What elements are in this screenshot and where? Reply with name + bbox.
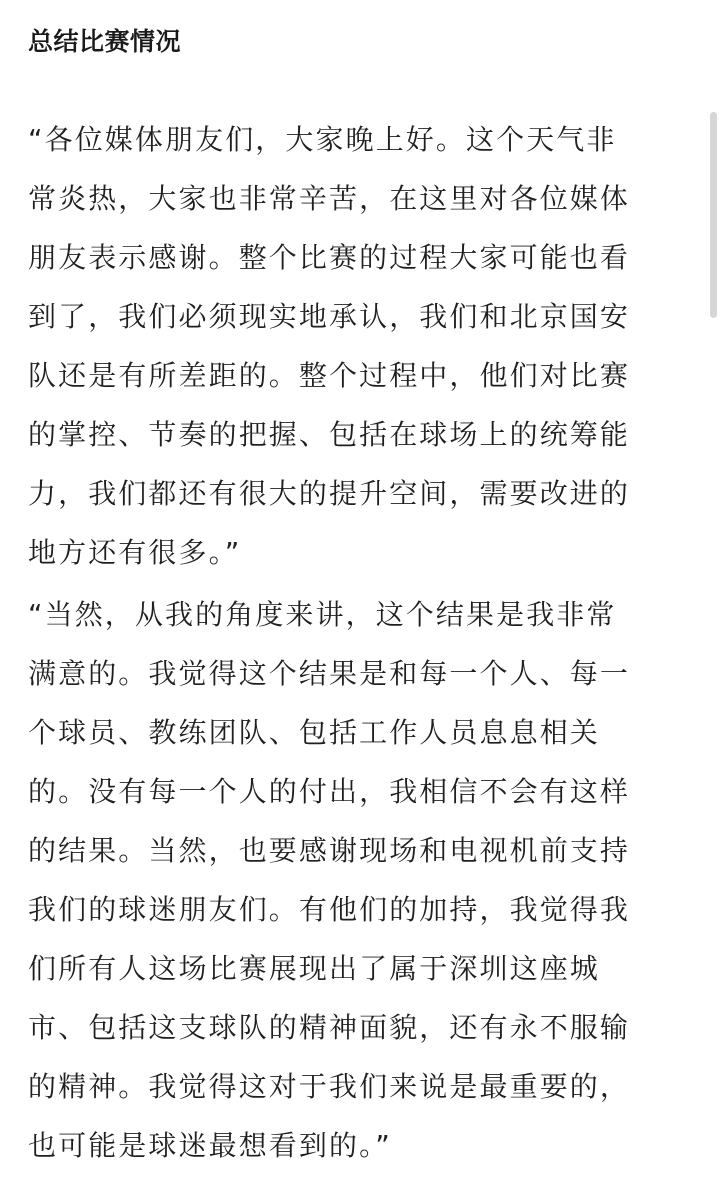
paragraph-line: 满意的。我觉得这个结果是和每一个人、每一: [28, 657, 631, 690]
section-heading: 总结比赛情况: [28, 27, 182, 56]
paragraph-line: “各位媒体朋友们，大家晚上好。这个天气非: [28, 123, 617, 156]
paragraph-line: 常炎热，大家也非常辛苦，在这里对各位媒体: [28, 182, 631, 215]
paragraph-line: 的结果。当然，也要感谢现场和电视机前支持: [28, 834, 631, 867]
paragraph-line: 到了，我们必须现实地承认，我们和北京国安: [28, 300, 631, 333]
paragraph-line: 的精神。我觉得这对于我们来说是最重要的，: [28, 1070, 631, 1103]
paragraph-line: 市、包括这支球队的精神面貌，还有永不服输: [28, 1011, 631, 1044]
paragraph-line: 我们的球迷朋友们。有他们的加持，我觉得我: [28, 893, 631, 926]
paragraph-line: “当然，从我的角度来讲，这个结果是我非常: [28, 598, 617, 631]
paragraph-line: 也可能是球迷最想看到的。”: [28, 1129, 392, 1162]
quote-paragraph-2: [28, 590, 698, 1180]
paragraph-line: 个球员、教练团队、包括工作人员息息相关: [28, 716, 600, 749]
paragraph-line: 的掌控、节奏的把握、包括在球场上的统筹能: [28, 418, 631, 451]
paragraph-line: 力，我们都还有很大的提升空间，需要改进的: [28, 477, 631, 510]
scrollbar-thumb[interactable]: [710, 112, 717, 318]
paragraph-line: 队还是有所差距的。整个过程中，他们对比赛: [28, 359, 631, 392]
quote-paragraph-1: [28, 115, 698, 587]
paragraph-line: 们所有人这场比赛展现出了属于深圳这座城: [28, 952, 600, 985]
paragraph-line: 朋友表示感谢。整个比赛的过程大家可能也看: [28, 241, 631, 274]
paragraph-line: 地方还有很多。”: [28, 536, 242, 569]
paragraph-line: 的。没有每一个人的付出，我相信不会有这样: [28, 775, 631, 808]
